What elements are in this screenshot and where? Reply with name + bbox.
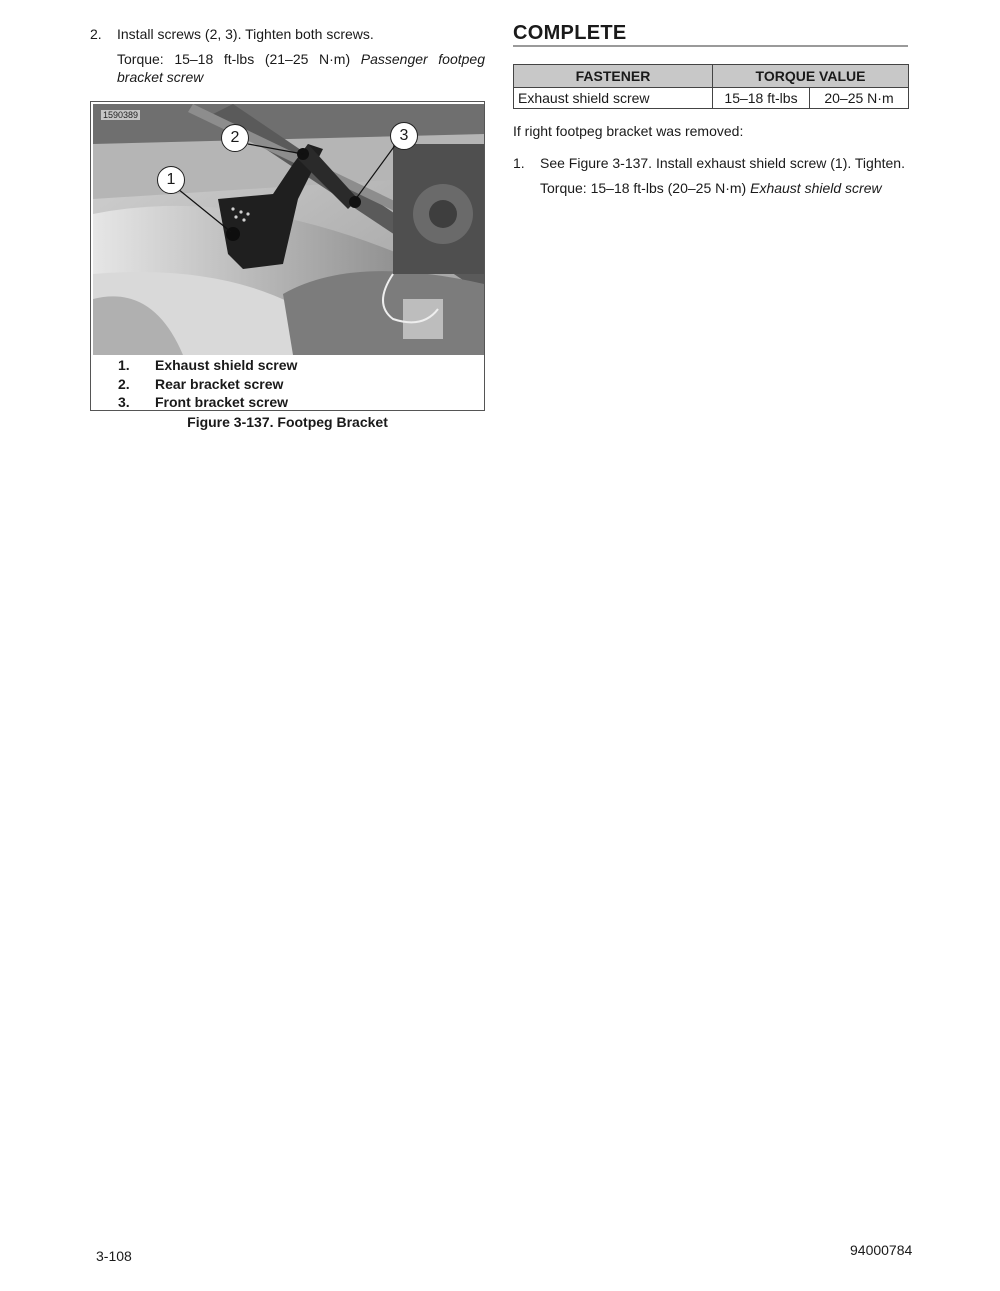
step-1-text: See Figure 3-137. Install exhaust shield screw (1). Tighten.	[540, 155, 905, 171]
document-number: 94000784	[850, 1242, 913, 1258]
section-title: COMPLETE	[513, 21, 908, 47]
callout-1-number: 1	[166, 171, 176, 188]
table-cell-nm: 20–25 N·m	[810, 88, 909, 109]
callout-1	[157, 166, 185, 194]
torque-table	[513, 64, 909, 109]
table-row	[514, 88, 909, 109]
legend-item-label: Rear bracket screw	[155, 376, 284, 392]
step-2-torque-prefix: Torque: 15–18 ft-lbs (21–25 N·m)	[117, 51, 351, 67]
step-1-number: 1.	[513, 155, 525, 171]
callout-3	[390, 122, 418, 150]
table-header-row	[514, 65, 909, 88]
callout-2	[221, 124, 249, 152]
photo-illustration	[93, 104, 484, 355]
step-1-torque-prefix: Torque: 15–18 ft-lbs (20–25 N·m)	[540, 180, 747, 196]
callout-3-number: 3	[399, 127, 409, 144]
figure-caption: Figure 3-137. Footpeg Bracket	[187, 414, 388, 430]
step-2-torque-spec: Passenger footpeg bracket screw	[117, 51, 486, 85]
table-cell-fastener: Exhaust shield screw	[514, 88, 713, 109]
legend-item-label: Exhaust shield screw	[155, 357, 298, 373]
legend-item-number: 1.	[118, 357, 130, 373]
step-1-torque	[540, 180, 882, 196]
footpeg-bracket-photo	[93, 104, 484, 355]
callout-2-number: 2	[230, 129, 240, 146]
figure-footpeg-bracket	[90, 101, 485, 411]
table-cell-ftlbs: 15–18 ft-lbs	[713, 88, 810, 109]
step-2-text: Install screws (2, 3). Tighten both screws.	[117, 26, 374, 42]
condition-text: If right footpeg bracket was removed:	[513, 123, 744, 139]
step-1-torque-spec: Exhaust shield screw	[750, 180, 882, 196]
step-2-torque	[117, 50, 485, 86]
legend-item-number: 3.	[118, 394, 130, 410]
legend-item-number: 2.	[118, 376, 130, 392]
photo-id-label: 1590389	[103, 110, 139, 120]
step-2-number: 2.	[90, 26, 102, 42]
legend-item-label: Front bracket screw	[155, 394, 289, 410]
page-number: 3-108	[96, 1248, 132, 1264]
table-header-torque-value: TORQUE VALUE	[713, 65, 909, 88]
table-header-fastener: FASTENER	[514, 65, 713, 88]
